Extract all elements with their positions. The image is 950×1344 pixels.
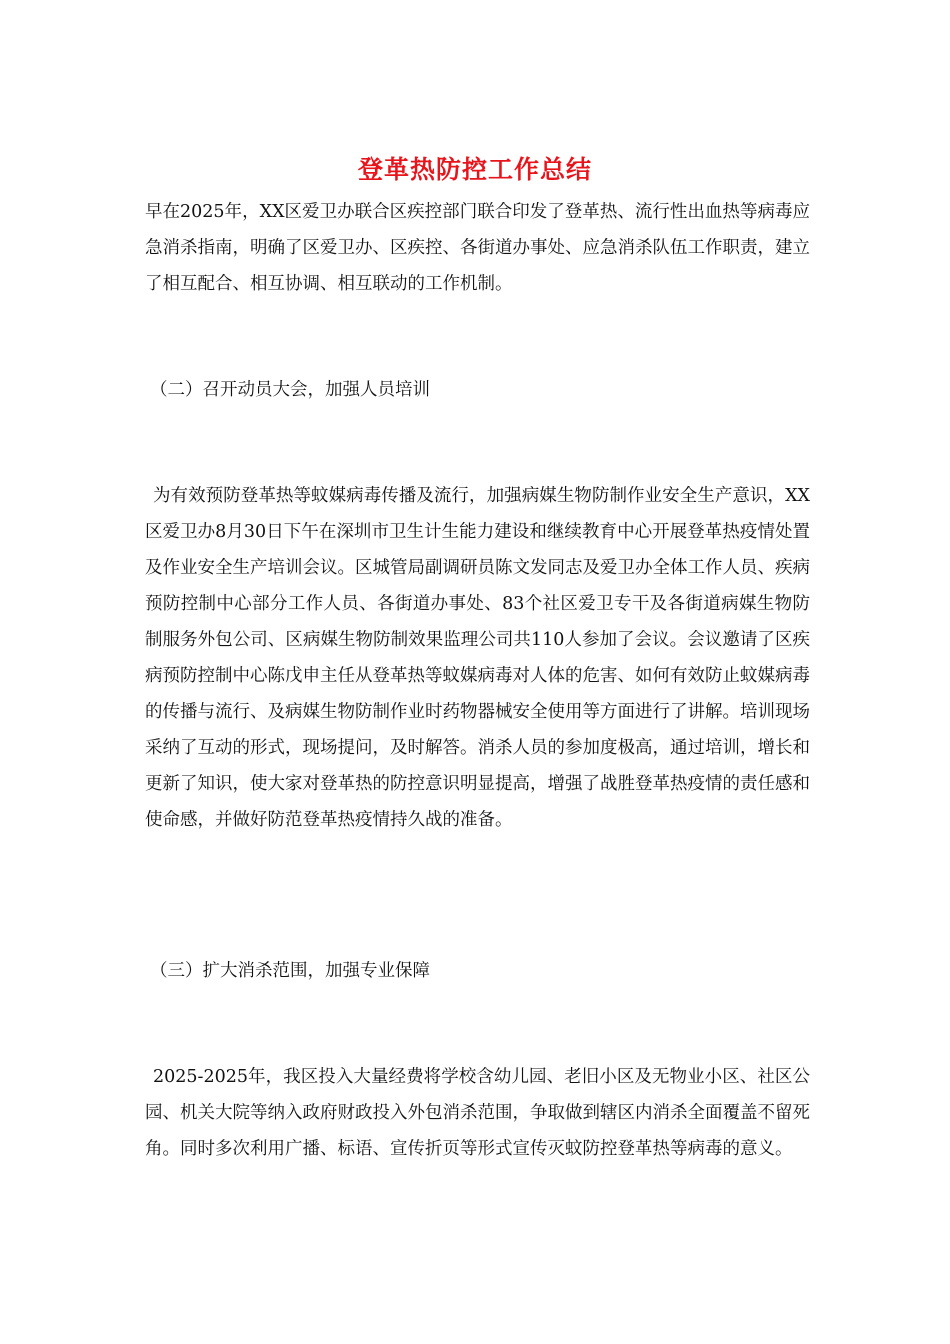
document-title: 登革热防控工作总结 [357,155,592,184]
paragraph-scope: 2025-2025年，我区投入大量经费将学校含幼儿园、老旧小区及无物业小区、社区公园、机关大院等纳入政府财政投入外包消杀范围，争取做到辖区内消杀全面覆盖不留死角。同时多次利用广播、标语、宣传折页等形式宣传灭蚊防控登革热等病毒的意义。 [145,1067,810,1159]
section-heading-3: （三）扩大消杀范围，加强专业保障 [150,961,430,981]
section-heading-2: （二）召开动员大会，加强人员培训 [150,380,430,400]
paragraph-intro: 早在2025年，XX区爱卫办联合区疾控部门联合印发了登革热、流行性出血热等病毒应急消杀指南，明确了区爱卫办、区疾控、各街道办事处、应急消杀队伍工作职责，建立了相互配合、相互协调、相互联动的工作机制。 [145,202,810,294]
paragraph-training: 为有效预防登革热等蚊媒病毒传播及流行，加强病媒生物防制作业安全生产意识，XX区爱卫办8月30日下午在深圳市卫生计生能力建设和继续教育中心开展登革热疫情处置及作业安全生产培训会议。区城管局副调研员陈文发同志及爱卫办全体工作人员、疾病预防控制中心部分工作人员、各街道办事处、83个社区爱卫专干及各街道病媒生物防制服务外包公司、区病媒生物防制效果监理公司共110人参加了会议。会议邀请了区疾病预防控制中心陈戊申主任从登革热等蚊媒病毒对人体的危害、如何有效防止蚊媒病毒的传播与流行、及病媒生物防制作业时药物器械安全使用等方面进行了讲解。培训现场采纳了互动的形式，现场提问，及时解答。消杀人员的参加度极高，通过培训，增长和更新了知识，使大家对登革热的防控意识明显提高，增强了战胜登革热疫情的责任感和使命感，并做好防范登革热疫情持久战的准备。 [145,486,810,830]
